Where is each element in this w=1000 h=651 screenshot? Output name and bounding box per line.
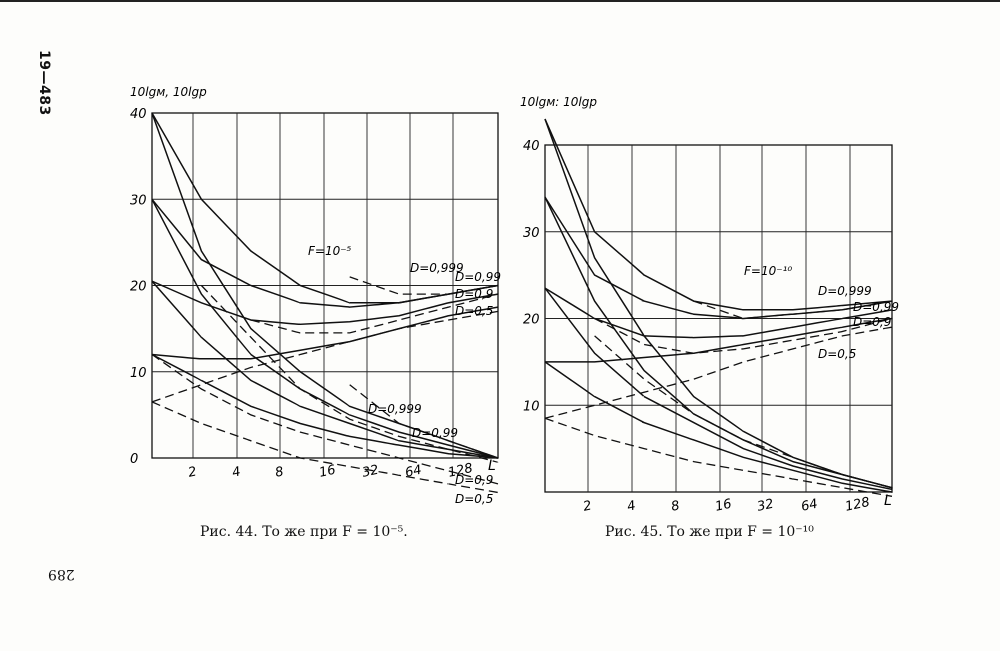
- page-number: 289: [48, 566, 75, 582]
- curve-label: D=0,999: [410, 261, 464, 275]
- series-line: [545, 418, 892, 496]
- series-line: [545, 327, 892, 418]
- series-line: [545, 119, 892, 310]
- x-tick-label: 2: [581, 498, 594, 515]
- x-tick-label: 128: [446, 460, 475, 481]
- curve-label: D=0,5: [455, 492, 494, 506]
- series-line: [545, 197, 892, 318]
- curve-label: D=0,99: [455, 270, 502, 284]
- annotation-F: F=10⁻⁵: [308, 244, 352, 258]
- y-tick-label: 40: [130, 107, 147, 122]
- curve-label: D=0,999: [368, 402, 422, 416]
- y-tick-label: 40: [523, 139, 540, 154]
- x-tick-label: 16: [713, 496, 734, 515]
- y-tick-label: 20: [523, 312, 540, 328]
- x-tick-label: 4: [230, 464, 243, 481]
- series-line: [152, 355, 498, 459]
- curve-label: D=0,5: [455, 304, 494, 318]
- x-tick-label: 16: [317, 462, 338, 481]
- curve-label: D=0,99: [412, 426, 459, 440]
- curve-label: D=0,9: [853, 315, 892, 329]
- x-tick-label: 4: [625, 498, 638, 515]
- chart-1: [130, 85, 501, 506]
- x-axis-label: L: [884, 493, 892, 509]
- caption-figure-45: Рис. 45. То же при F = 10⁻¹⁰: [605, 524, 814, 540]
- y-tick-label: 10: [523, 399, 540, 415]
- y-tick-label: 30: [523, 225, 540, 241]
- chart-2: [520, 95, 899, 515]
- y-tick-label: 10: [130, 365, 147, 381]
- series-line: [545, 197, 892, 488]
- x-tick-label: 32: [360, 462, 381, 481]
- curve-label: D=0,99: [853, 300, 900, 314]
- series-line: [350, 385, 498, 458]
- x-axis-label: L: [488, 458, 496, 474]
- y-tick-label: 0: [130, 452, 139, 467]
- x-tick-label: 128: [843, 494, 872, 515]
- x-tick-label: 2: [186, 464, 199, 481]
- x-tick-label: 32: [755, 496, 776, 515]
- x-tick-label: 8: [273, 464, 286, 481]
- x-tick-label: 8: [669, 498, 682, 515]
- series-line: [152, 199, 498, 458]
- curve-label: D=0,9: [455, 287, 494, 301]
- y-tick-label: 30: [130, 193, 147, 209]
- signature-mark: 19—483: [36, 50, 52, 116]
- curve-label: D=0,5: [818, 347, 857, 361]
- curve-label: D=0,999: [818, 284, 872, 298]
- y-axis-label: 10lgм: 10lgp: [520, 95, 597, 109]
- y-axis-label: 10lgм, 10lgp: [130, 85, 207, 99]
- x-tick-label: 64: [403, 462, 424, 481]
- curve-label: D=0,9: [455, 473, 494, 487]
- x-tick-label: 64: [799, 496, 820, 515]
- annotation-F: F=10⁻¹⁰: [744, 264, 793, 278]
- y-tick-label: 20: [130, 279, 147, 295]
- caption-figure-44: Рис. 44. То же при F = 10⁻⁵.: [200, 524, 408, 540]
